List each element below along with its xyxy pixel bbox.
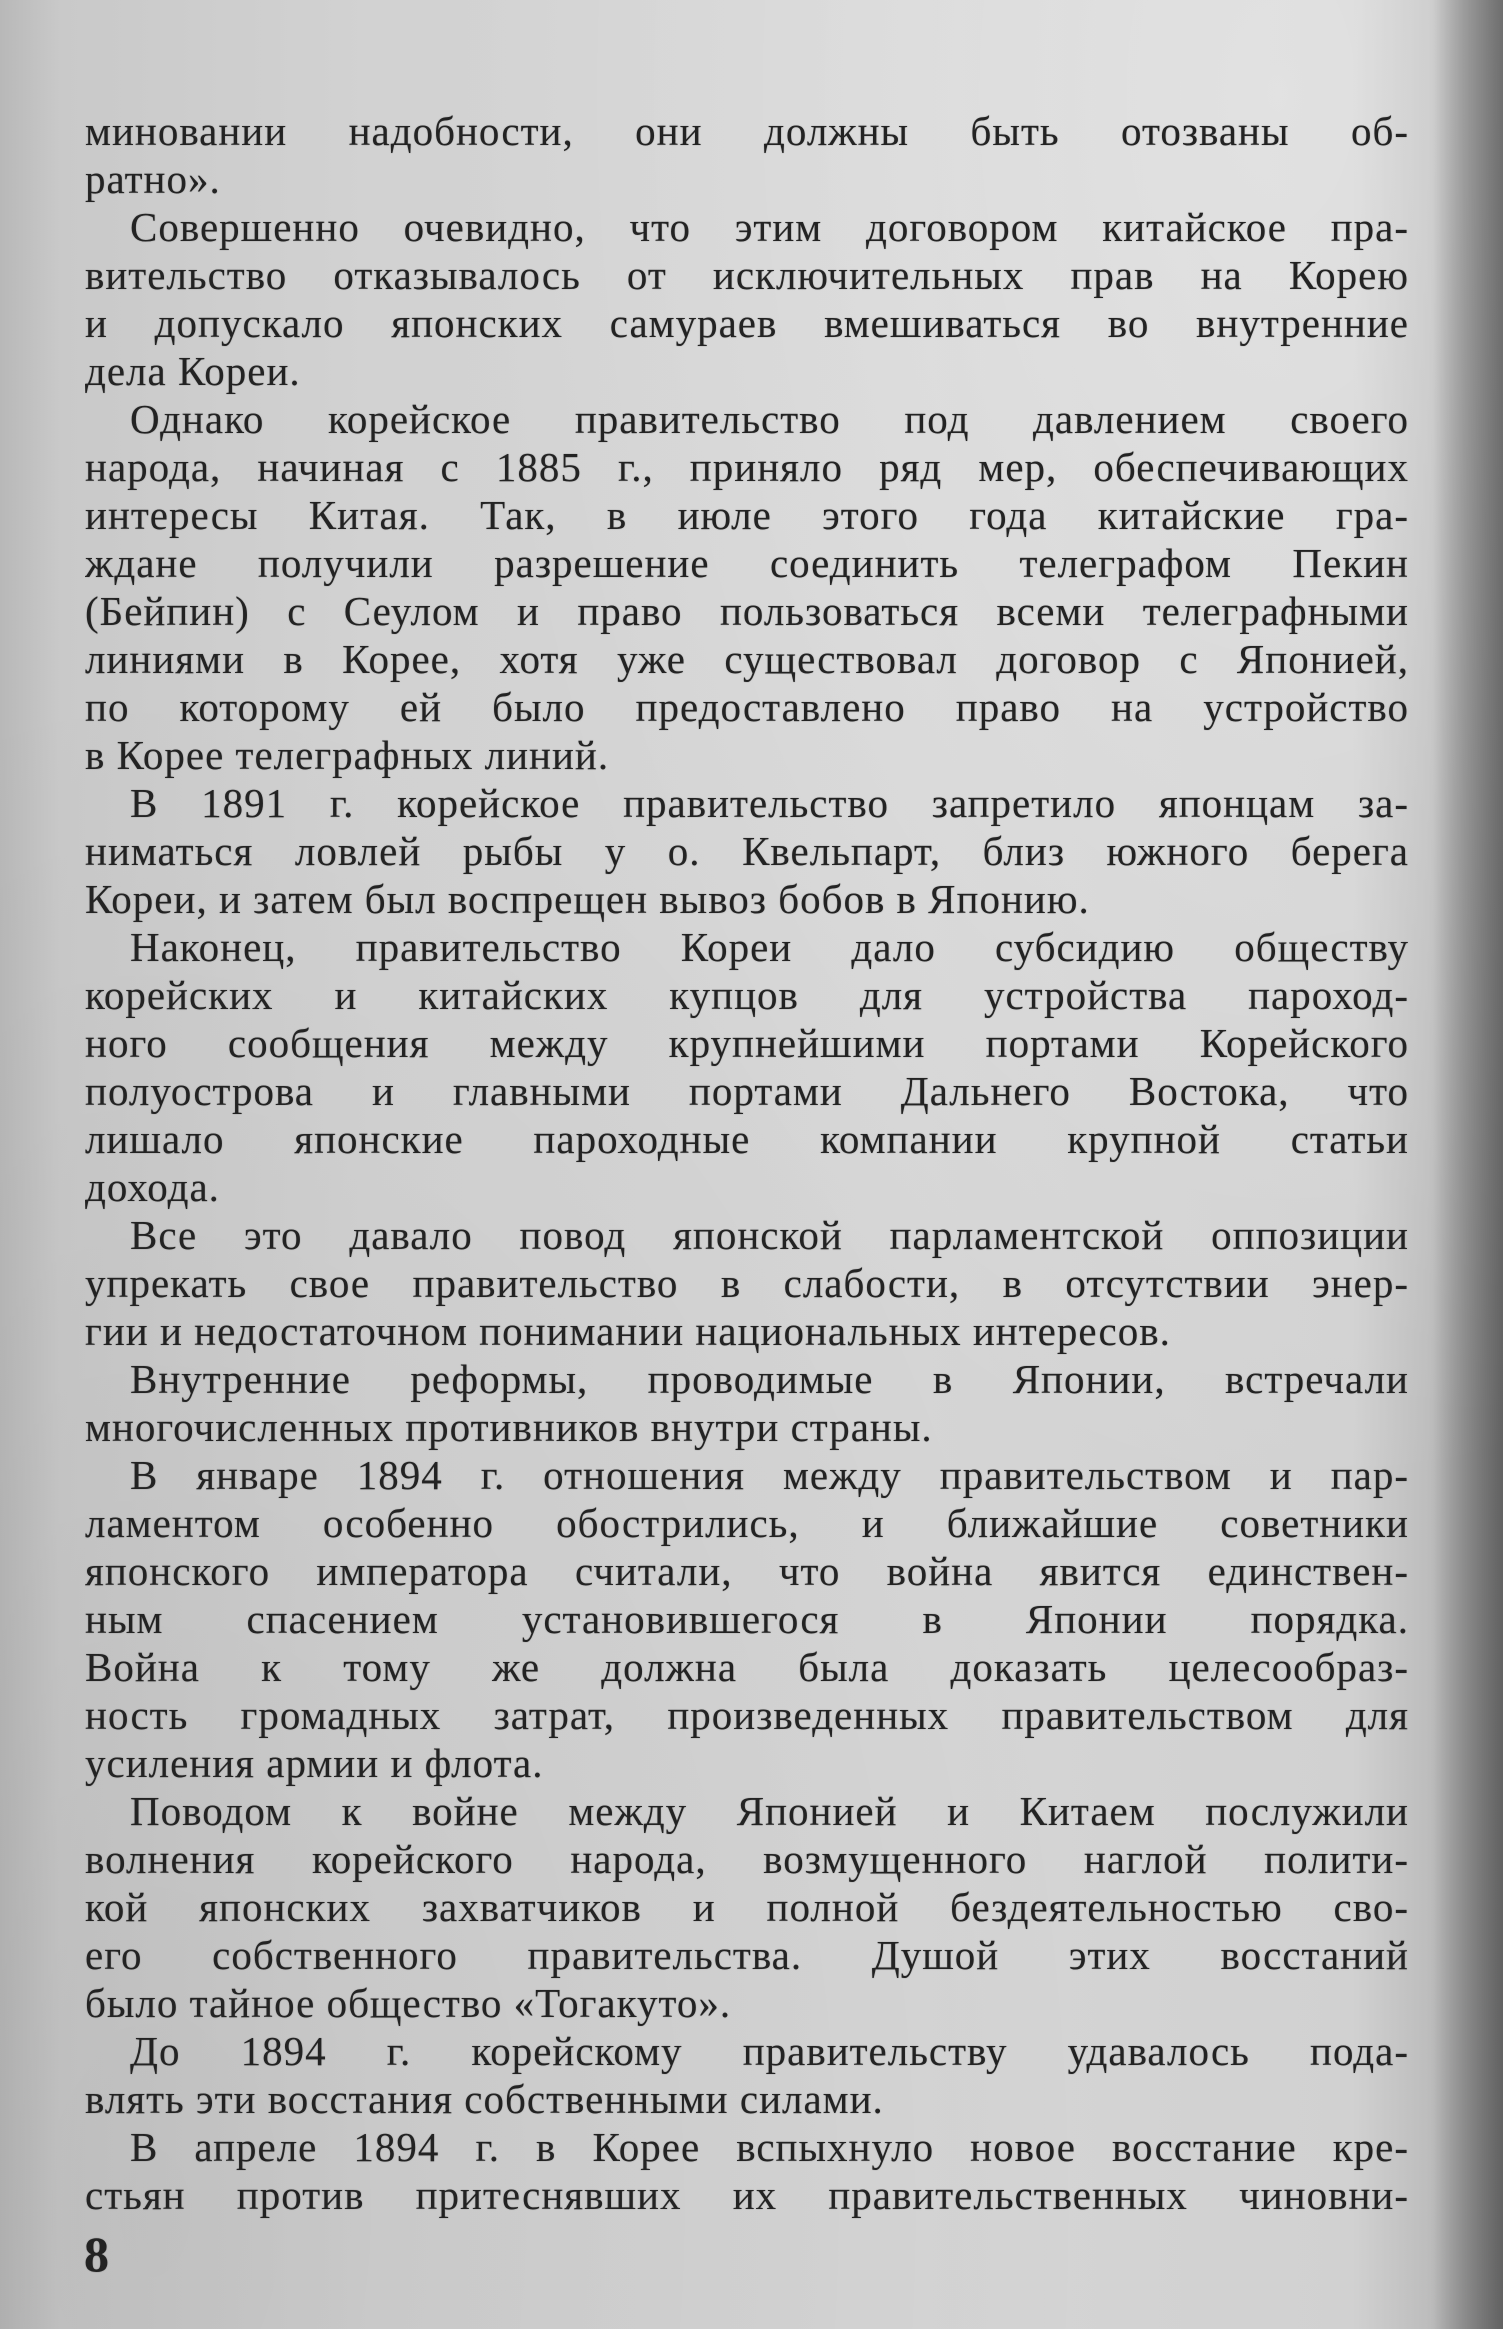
paragraph xyxy=(85,203,1409,395)
text-line: его собственного правительства. Душой этих восстаний xyxy=(85,1932,1409,1978)
paragraph xyxy=(85,1451,1409,1787)
text-line: кой японских захватчиков и полной бездеятельностью сво- xyxy=(85,1884,1409,1930)
paragraph xyxy=(85,2123,1409,2219)
text-line: корейских и китайских купцов для устройства пароход- xyxy=(85,972,1409,1018)
text-line: ность громадных затрат, произведенных правительством для xyxy=(85,1692,1409,1738)
page-text-body xyxy=(85,107,1409,2219)
text-line: Однако корейское правительство под давлением своего xyxy=(130,396,1409,442)
text-line: До 1894 г. корейскому правительству удавалось пода- xyxy=(130,2028,1409,2074)
text-line: и допускало японских самураев вмешиваться во внутренние xyxy=(85,300,1409,346)
text-line: В январе 1894 г. отношения между правительством и пар- xyxy=(130,1452,1409,1498)
text-line: японского императора считали, что война явится единствен- xyxy=(85,1548,1409,1594)
text-line: вительство отказывалось от исключительных прав на Корею xyxy=(85,252,1409,298)
paragraph xyxy=(85,2027,1409,2123)
text-line: усиления армии и флота. xyxy=(85,1740,544,1786)
text-line: народа, начиная с 1885 г., приняло ряд мер, обеспечивающих xyxy=(85,444,1409,490)
text-line: волнения корейского народа, возмущенного наглой полити- xyxy=(85,1836,1409,1882)
text-line: линиями в Корее, хотя уже существовал договор с Японией, xyxy=(85,636,1409,682)
text-line: Война к тому же должна была доказать целесообраз- xyxy=(85,1644,1409,1690)
text-line: стьян против притеснявших их правительственных чиновни- xyxy=(85,2172,1409,2218)
paragraph xyxy=(85,395,1409,779)
text-line: дела Кореи. xyxy=(85,348,301,394)
text-line: Наконец, правительство Кореи дало субсидию обществу xyxy=(130,924,1409,970)
text-line: влять эти восстания собственными силами. xyxy=(85,2076,884,2122)
paragraph xyxy=(85,779,1409,923)
text-line: ного сообщения между крупнейшими портами Корейского xyxy=(85,1020,1409,1066)
text-line: миновании надобности, они должны быть отозваны об- xyxy=(85,108,1409,154)
text-line: ниматься ловлей рыбы у о. Квельпарт, близ южного берега xyxy=(85,828,1409,874)
text-line: в Корее телеграфных линий. xyxy=(85,732,610,778)
text-line: Внутренние реформы, проводимые в Японии, встречали xyxy=(130,1356,1409,1402)
text-line: гии и недостаточном понимании национальных интересов. xyxy=(85,1308,1171,1354)
text-line: по которому ей было предоставлено право на устройство xyxy=(85,684,1409,730)
text-line: лишало японские пароходные компании крупной статьи xyxy=(85,1116,1409,1162)
text-line: Все это давало повод японской парламентской оппозиции xyxy=(130,1212,1409,1258)
text-line: В 1891 г. корейское правительство запретило японцам за- xyxy=(130,780,1409,826)
text-line: ламентом особенно обострились, и ближайшие советники xyxy=(85,1500,1409,1546)
paragraph xyxy=(85,107,1409,203)
text-line: многочисленных противников внутри страны. xyxy=(85,1404,933,1450)
text-line: Поводом к войне между Японией и Китаем послужили xyxy=(130,1788,1409,1834)
text-line: ным спасением установившегося в Японии порядка. xyxy=(85,1596,1409,1642)
text-line: ратно». xyxy=(85,156,221,202)
text-line: (Бейпин) с Сеулом и право пользоваться всеми телеграфными xyxy=(85,588,1409,634)
paragraph xyxy=(85,1787,1409,2027)
text-line: было тайное общество «Тогакуто». xyxy=(85,1980,732,2026)
text-line: дохода. xyxy=(85,1164,220,1210)
text-line: ждане получили разрешение соединить телеграфом Пекин xyxy=(85,540,1409,586)
text-line: полуострова и главными портами Дальнего Востока, что xyxy=(85,1068,1409,1114)
text-line: упрекать свое правительство в слабости, в отсутствии энер- xyxy=(85,1260,1409,1306)
text-line: Совершенно очевидно, что этим договором китайское пра- xyxy=(130,204,1409,250)
text-line: Кореи, и затем был воспрещен вывоз бобов в Японию. xyxy=(85,876,1090,922)
text-line: В апреле 1894 г. в Корее вспыхнуло новое восстание кре- xyxy=(130,2124,1409,2170)
paragraph xyxy=(85,1355,1409,1451)
scan-page-edge-shadow xyxy=(1433,0,1503,2329)
page-number: 8 xyxy=(84,2226,109,2282)
paragraph xyxy=(85,923,1409,1211)
text-line: интересы Китая. Так, в июле этого года китайские гра- xyxy=(85,492,1409,538)
paragraph xyxy=(85,1211,1409,1355)
